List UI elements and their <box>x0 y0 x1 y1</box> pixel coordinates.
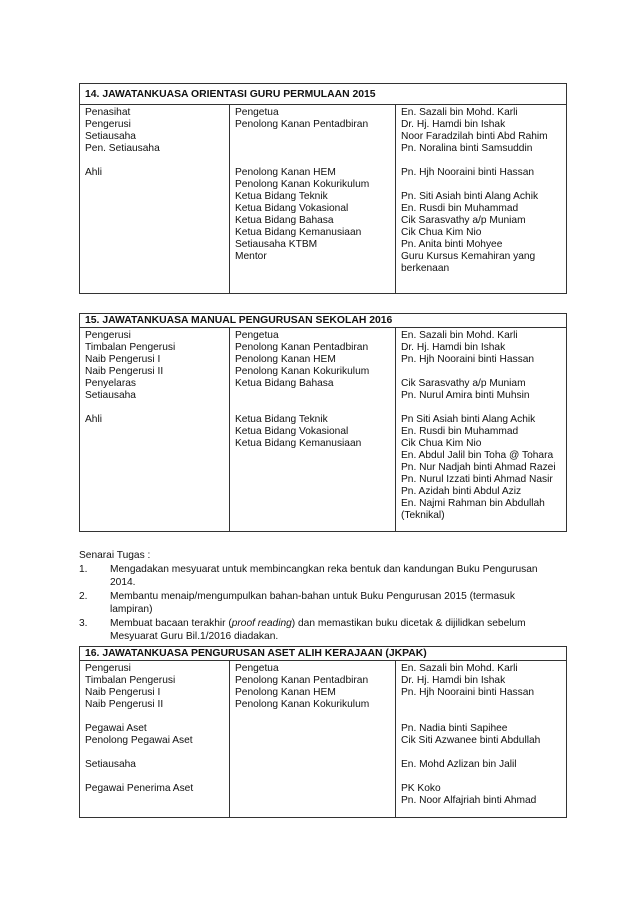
table-title: 14. JAWATANKUASA ORIENTASI GURU PERMULAAN 2015 <box>85 88 376 100</box>
table-cell-line: Ketua Bidang Kemanusiaan <box>235 227 362 238</box>
table-cell-line: Pn. Noralina binti Samsuddin <box>401 143 533 154</box>
item-text: Mengadakan mesyuarat untuk membincangkan reka bentuk dan kandungan Buku Pengurusan <box>110 564 538 575</box>
task-list-heading: Senarai Tugas : <box>79 550 151 561</box>
table-cell-line: Timbalan Pengerusi <box>85 342 176 353</box>
table-cell-line: Pn. Siti Asiah binti Alang Achik <box>401 191 539 202</box>
position-column <box>230 328 396 531</box>
table-cell-line <box>235 155 390 167</box>
table-cell-line: En. Rusdi bin Muhammad <box>401 203 519 214</box>
table-cell-line: (Teknikal) <box>401 510 445 521</box>
committee-title-14 <box>80 84 566 105</box>
table-cell-line: Pegawai Penerima Aset <box>85 783 194 794</box>
role-column <box>80 661 230 817</box>
table-cell-line: Ketua Bidang Vokasional <box>235 203 349 214</box>
table-cell-line: Noor Faradzilah binti Abd Rahim <box>401 131 548 142</box>
table-cell-line: Ahli <box>85 414 102 425</box>
table-cell-line: Pengetua <box>235 330 279 341</box>
table-cell-line: Penasihat <box>85 107 131 118</box>
table-cell-line <box>85 711 224 723</box>
table-cell-line: Mentor <box>235 251 267 262</box>
table-cell-line: Cik Sarasvathy a/p Muniam <box>401 378 526 389</box>
list-item <box>79 590 567 616</box>
table-cell-line: Cik Chua Kim Nio <box>401 227 482 238</box>
item-text: Membuat bacaan terakhir ( <box>110 618 232 629</box>
table-cell-line: Setiausaha <box>85 390 136 401</box>
item-text: Membantu menaip/mengumpulkan bahan-bahan untuk Buku Pengurusan 2015 (termasuk <box>110 591 515 602</box>
item-text-continued: 2014. <box>110 577 136 588</box>
table-cell-line: Penolong Kanan Pentadbiran <box>235 342 369 353</box>
table-cell-line: En. Rusdi bin Muhammad <box>401 426 519 437</box>
table-cell-line: Timbalan Pengerusi <box>85 675 176 686</box>
table-cell-line <box>401 699 561 711</box>
role-column <box>80 105 230 293</box>
table-cell-line: En. Sazali bin Mohd. Karli <box>401 330 518 341</box>
table-cell-line: Cik Siti Azwanee binti Abdullah <box>401 735 541 746</box>
table-cell-line <box>401 179 561 191</box>
table-cell-line: Pn. Nadia binti Sapihee <box>401 723 508 734</box>
table-cell-line: Pen. Setiausaha <box>85 143 160 154</box>
table-cell-line: Penolong Pegawai Aset <box>85 735 193 746</box>
table-cell-line: Setiausaha KTBM <box>235 239 318 250</box>
item-text-continued: lampiran) <box>110 604 153 615</box>
table-cell-line: Setiausaha <box>85 759 136 770</box>
table-cell-line: Pn. Hjh Nooraini binti Hassan <box>401 167 535 178</box>
committee-title-16 <box>80 647 566 661</box>
role-column <box>80 328 230 531</box>
table-cell-line: berkenaan <box>401 263 450 274</box>
table-cell-line <box>401 711 561 723</box>
table-cell-line <box>235 131 390 143</box>
task-list <box>79 549 567 644</box>
table-cell-line: Setiausaha <box>85 131 136 142</box>
table-cell-line: Pegawai Aset <box>85 723 147 734</box>
committee-table-15 <box>79 313 567 532</box>
table-cell-line <box>401 366 561 378</box>
table-cell-line: En. Sazali bin Mohd. Karli <box>401 663 518 674</box>
committee-table-14 <box>79 83 567 294</box>
member-column <box>396 328 566 531</box>
table-cell-line: Penolong Kanan HEM <box>235 354 336 365</box>
table-cell-line <box>85 747 224 759</box>
table-cell-line: Ketua Bidang Teknik <box>235 414 328 425</box>
table-cell-line <box>235 390 390 402</box>
table-cell-line <box>235 143 390 155</box>
table-cell-line: Penyelaras <box>85 378 136 389</box>
table-cell-line <box>401 771 561 783</box>
list-item <box>79 563 567 589</box>
table-cell-line: En. Mohd Azlizan bin Jalil <box>401 759 517 770</box>
table-cell-line: Pn. Azidah binti Abdul Aziz <box>401 486 522 497</box>
table-cell-line: Naib Pengerusi II <box>85 366 164 377</box>
position-column <box>230 105 396 293</box>
list-item <box>79 617 567 643</box>
committee-title-15 <box>80 314 566 328</box>
table-cell-line: Cik Sarasvathy a/p Muniam <box>401 215 526 226</box>
table-cell-line: Pn. Anita binti Mohyee <box>401 239 503 250</box>
table-cell-line: Naib Pengerusi II <box>85 699 164 710</box>
table-cell-line: PK Koko <box>401 783 441 794</box>
table-cell-line: Pn. Nurul Amira binti Muhsin <box>401 390 530 401</box>
table-cell-line: Dr. Hj. Hamdi bin Ishak <box>401 342 506 353</box>
table-cell-line <box>401 155 561 167</box>
table-cell-line: Ketua Bidang Bahasa <box>235 378 334 389</box>
item-text-emphasis: proof reading <box>231 618 292 629</box>
table-cell-line: Pengetua <box>235 663 279 674</box>
table-cell-line: Pengetua <box>235 107 279 118</box>
table-cell-line: Ketua Bidang Kemanusiaan <box>235 438 362 449</box>
item-text-continued: Mesyuarat Guru Bil.1/2016 diadakan. <box>110 631 279 642</box>
table-cell-line: Pn. Hjh Nooraini binti Hassan <box>401 354 535 365</box>
item-number: 1. <box>79 564 88 575</box>
table-cell-line <box>85 402 224 414</box>
table-cell-line: Penolong Kanan Kokurikulum <box>235 179 370 190</box>
table-cell-line: Ketua Bidang Vokasional <box>235 426 349 437</box>
table-cell-line: Penolong Kanan Kokurikulum <box>235 366 370 377</box>
table-cell-line <box>401 402 561 414</box>
table-cell-line: En. Najmi Rahman bin Abdullah <box>401 498 545 509</box>
table-cell-line <box>401 747 561 759</box>
table-cell-line: Pn. Nur Nadjah binti Ahmad Razei <box>401 462 556 473</box>
table-cell-line: Pn. Nurul Izzati binti Ahmad Nasir <box>401 474 553 485</box>
table-cell-line: En. Sazali bin Mohd. Karli <box>401 107 518 118</box>
table-cell-line: Penolong Kanan Pentadbiran <box>235 675 369 686</box>
table-cell-line: Ahli <box>85 167 102 178</box>
table-cell-line: Dr. Hj. Hamdi bin Ishak <box>401 119 506 130</box>
table-cell-line <box>85 771 224 783</box>
table-cell-line <box>235 402 390 414</box>
table-cell-line: Penolong Kanan HEM <box>235 687 336 698</box>
item-number: 2. <box>79 591 88 602</box>
item-number: 3. <box>79 618 88 629</box>
position-column <box>230 661 396 817</box>
table-cell-line: Guru Kursus Kemahiran yang <box>401 251 536 262</box>
table-cell-line <box>85 155 224 167</box>
table-cell-line: Naib Pengerusi I <box>85 687 161 698</box>
table-cell-line: En. Abdul Jalil bin Toha @ Tohara <box>401 450 554 461</box>
table-title: 16. JAWATANKUASA PENGURUSAN ASET ALIH KERAJAAN (JKPAK) <box>85 648 427 659</box>
table-title: 15. JAWATANKUASA MANUAL PENGURUSAN SEKOLAH 2016 <box>85 315 393 326</box>
table-cell-line: Cik Chua Kim Nio <box>401 438 482 449</box>
member-column <box>396 661 566 817</box>
committee-table-16 <box>79 646 567 818</box>
table-cell-line: Pengerusi <box>85 119 131 130</box>
table-cell-line: Ketua Bidang Teknik <box>235 191 328 202</box>
table-cell-line: Pn. Noor Alfajriah binti Ahmad <box>401 795 537 806</box>
table-cell-line: Pn. Hjh Nooraini binti Hassan <box>401 687 535 698</box>
table-cell-line: Ketua Bidang Bahasa <box>235 215 334 226</box>
member-column <box>396 105 566 293</box>
table-cell-line: Penolong Kanan Kokurikulum <box>235 699 370 710</box>
table-cell-line: Penolong Kanan Pentadbiran <box>235 119 369 130</box>
table-cell-line: Pn Siti Asiah binti Alang Achik <box>401 414 536 425</box>
table-cell-line: Penolong Kanan HEM <box>235 167 336 178</box>
table-cell-line: Naib Pengerusi I <box>85 354 161 365</box>
table-cell-line: Dr. Hj. Hamdi bin Ishak <box>401 675 506 686</box>
table-cell-line: Pengerusi <box>85 663 131 674</box>
table-cell-line: Pengerusi <box>85 330 131 341</box>
item-text: ) dan memastikan buku dicetak & dijilidkan sebelum <box>291 618 526 629</box>
